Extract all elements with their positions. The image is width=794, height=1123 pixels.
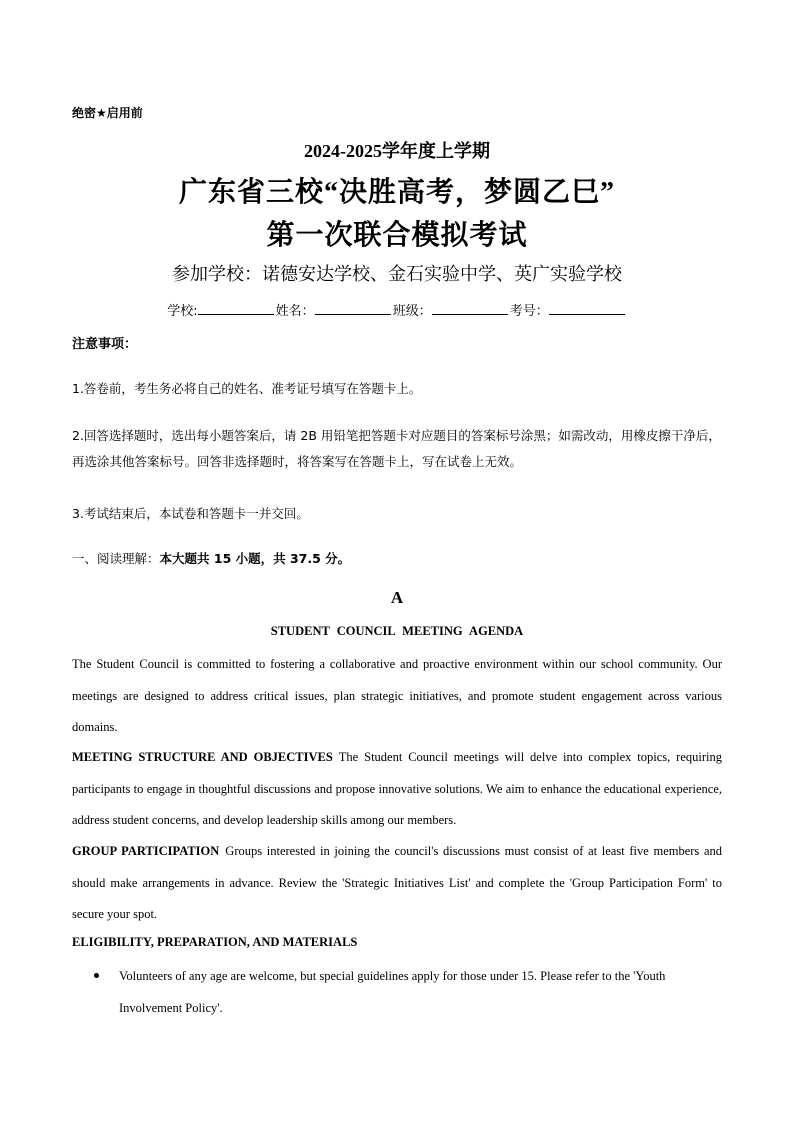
section-detail: 本大题共 15 小题，共 37.5 分。 [159,551,351,566]
passage-intro: The Student Council is committed to fostering a collaborative and proactive environment within our school community. Our meetings are designed to address critical issues, plan strategic initiatives, and promote student engagement across various domains. [72,657,722,734]
bullet-dot-icon [94,973,99,978]
confidential-label: 绝密★启用前 [72,106,143,120]
participating-schools: 参加学校：诺德安达学校、金石实验中学、英广实验学校 [172,264,622,285]
meeting-structure-paragraph [72,742,722,837]
notice-item-3: 3.考试结束后，本试卷和答题卡一并交回。 [72,506,309,521]
exam-title-line-1: 广东省三校“决胜高考，梦圆乙巳” [178,177,615,208]
class-blank [432,302,508,315]
group-participation-text: Groups interested in joining the council's discussions must consist of at least five members and should make arrangements in advance. Review the 'Strategic Initiatives List' and complete the 'Group Participation Form' to secure your spot. [72,844,723,921]
passage-label: A [390,588,404,607]
passage-title: STUDENT COUNCIL MEETING AGENDA [270,624,524,638]
name-label: 姓名： [275,304,315,319]
meeting-structure-heading: MEETING STRUCTURE AND OBJECTIVES [72,750,333,764]
exam-number-blank [549,302,625,315]
exam-title-line-2: 第一次联合模拟考试 [266,220,528,251]
section-heading [72,549,350,567]
class-label: 班级： [392,304,432,319]
notice-title: 注意事项： [72,337,138,352]
eligibility-bullet-1: Volunteers of any age are welcome, but special guidelines apply for those under 15. Please refer to the 'Youth Involvement Policy'. [119,969,666,1015]
school-label: 学校: [167,304,198,319]
section-prefix: 一、阅读理解： [72,551,160,566]
name-blank [315,302,391,315]
group-participation-heading: GROUP PARTICIPATION [72,844,220,858]
meeting-structure-text: The Student Council meetings will delve into complex topics, requiring participants to engage in thoughtful discussions and propose innovative solutions. We aim to enhance the educational experience, address student concerns, and develop leadership skills among our members. [72,750,722,827]
school-blank [198,302,274,315]
group-participation-paragraph [72,836,722,931]
student-info-fields [0,300,794,319]
notice-item-2: 2.回答选择题时，选出每小题答案后，请 2B 用铅笔把答题卡对应题目的答案标号涂黑；如需改动，用橡皮擦干净后，再选涂其他答案标号。回答非选择题时，将答案写在答题卡上，写在试卷上无效。 [72,428,721,469]
eligibility-heading: ELIGIBILITY, PREPARATION, AND MATERIALS [72,935,358,949]
exam-number-label: 考号： [509,304,549,319]
academic-year-title: 2024-2025学年度上学期 [304,141,490,161]
notice-item-1: 1.答卷前，考生务必将自己的姓名、准考证号填写在答题卡上。 [72,381,422,396]
